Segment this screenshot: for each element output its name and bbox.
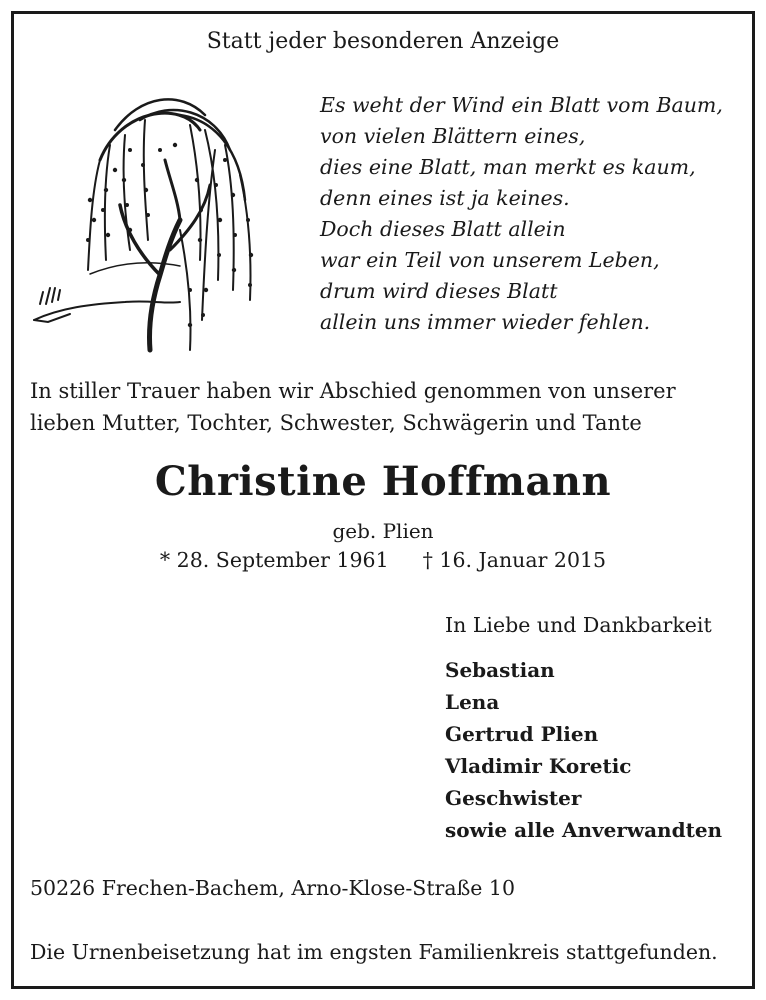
mourner: Gertrud Plien — [445, 722, 599, 746]
intro-line: lieben Mutter, Tochter, Schwester, Schwägerin und Tante — [30, 411, 642, 435]
mourner: Vladimir Koretic — [445, 754, 632, 778]
poem — [320, 90, 723, 338]
poem-line: von vielen Blättern eines, — [320, 124, 586, 148]
weeping-willow-icon — [30, 90, 275, 355]
birth-date: * 28. September 1961 — [159, 548, 389, 572]
poem-line: Doch dieses Blatt allein — [320, 217, 566, 241]
mourners-list — [445, 654, 722, 846]
thanks-line: In Liebe und Dankbarkeit — [445, 613, 712, 637]
address: 50226 Frechen-Bachem, Arno-Klose-Straße 10 — [30, 876, 516, 900]
closing-note: Die Urnenbeisetzung hat im engsten Familienkreis stattgefunden. — [30, 940, 718, 964]
deceased-name: Christine Hoffmann — [154, 458, 612, 505]
birth-name: geb. Plien — [332, 519, 434, 543]
life-dates — [0, 548, 766, 572]
poem-line: drum wird dieses Blatt — [320, 279, 558, 303]
death-date: † 16. Januar 2015 — [422, 548, 607, 572]
mourner: Geschwister — [445, 786, 582, 810]
mourner: sowie alle Anverwandten — [445, 818, 723, 842]
notice-header: Statt jeder besonderen Anzeige — [206, 29, 560, 54]
mourner: Sebastian — [445, 658, 555, 682]
poem-line: war ein Teil von unserem Leben, — [320, 248, 660, 272]
poem-line: allein uns immer wieder fehlen. — [320, 310, 651, 334]
intro-text — [30, 375, 676, 439]
poem-line: denn eines ist ja keines. — [320, 186, 570, 210]
poem-line: dies eine Blatt, man merkt es kaum, — [320, 155, 696, 179]
mourner: Lena — [445, 690, 500, 714]
poem-line: Es weht der Wind ein Blatt vom Baum, — [320, 93, 723, 117]
intro-line: In stiller Trauer haben wir Abschied genommen von unserer — [30, 379, 676, 403]
